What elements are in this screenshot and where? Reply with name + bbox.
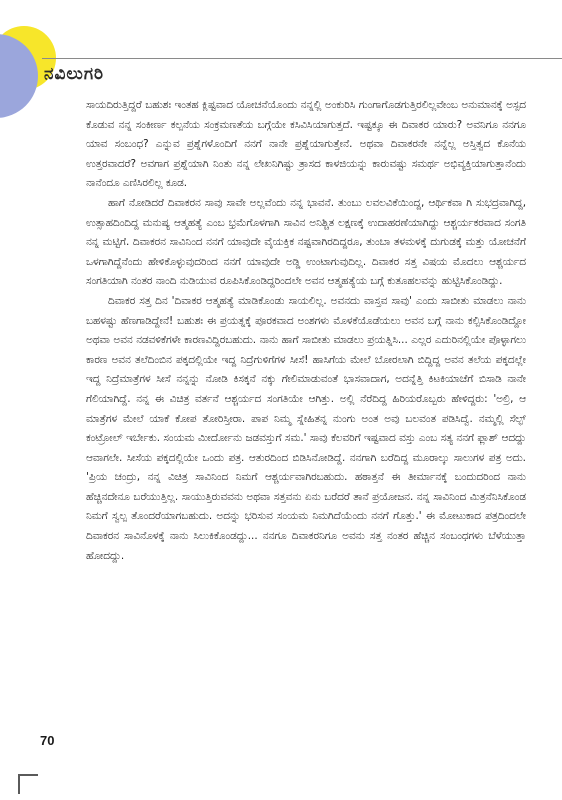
section-title: ನವಿಲುಗರಿ — [44, 64, 105, 84]
paragraph-1: ಸಾಯದಿರುತ್ತಿದ್ದರೆ ಬಹುಶಃ ಇಂತಹ ಕ್ಲಿಷ್ಟವಾದ ಯೋಚನೆಯೊಂದು ನನ್ನಲ್ಲಿ ಅಂಕುರಿಸಿ ಗುಂಗಾಗೊಡಗುತ್ತಿರಲಿಲ್ಲವೇಂಬ ಅನುಮಾನಕ್ಕೆ ಅಸ್ಪದ ಕೊಡುವ ನನ್ನ ಸಂಕೀರ್ಣ ಕಲ್ಪನೆಯ ಸಂಕ್ರಮಣತೆಯ ಬಗ್ಗೆಯೇ ಕಸಿವಿಸಿಯಾಗುತ್ತದೆ. ಇಷ್ಟಕ್ಕೂ ಈ ದಿವಾಕರ ಯಾರು? ಅವನಿಗೂ ನನಗೂ ಯಾವ ಸಂಬಂಧ? ಎನ್ನುವ ಪ್ರಶ್ನೆಗಳೊಂದಿಗೆ ನನಗೆ ನಾನೇ ಪ್ರಶ್ನೆಯಾಗುತ್ತೇನೆ. ಅಥವಾ ದಿವಾಕರನೇ ನನ್ನೆಲ್ಲ ಅಸ್ತಿತ್ವದ ಕೊನೆಯ ಉತ್ತರವಾದರೆ? ಅವಗಾಗ ಪ್ರಶ್ನೆಯಾಗಿ ನಿಂತು ನನ್ನ ಲೇಖನಿಗಿಷ್ಟು ತ್ರಾಸದ ಕಾಳಜಿಯನ್ನು ಕಾರುವಷ್ಟು ಸಮರ್ಥ ಅಭಿವ್ಯಕ್ತಿಯಾಗುತ್ತಾನೆಂದು ನಾನೆಂದೂ ಎಣಿಸಿರಲಿಲ್ಲ ಕೂಡ. — [86, 99, 526, 190]
page-number: 70 — [40, 733, 55, 748]
article-body — [86, 96, 526, 566]
paragraph-2: ಹಾಗೆ ನೋಡಿದರೆ ದಿವಾಕರನ ಸಾವು ಸಾವೇ ಅಲ್ಲವೆಂದು ನನ್ನ ಭಾವನೆ. ತುಂಬು ಲವಲವಿಕೆಯಿಂದ್ದ, ಆರ್ಥಿಕವಾ ಗಿ ಸುಭದ್ರವಾಗಿದ್ದ, ಉತ್ಸಾಹದಿಂದಿದ್ದ ಮನುಷ್ಯ ಆತ್ಮಹತ್ಯೆ ಎಂಬ ಭ್ರಮೆಗೊಳಗಾಗಿ ಸಾವಿನ ಅನಿಶ್ಚಿತ ಲಕ್ಷಣಕ್ಕೆ ಉದಾಹರಣೆಯಾಗಿದ್ದು ಆಶ್ಚರ್ಯಕರವಾದ ಸಂಗತಿ ನನ್ನ ಮಟ್ಟಿಗೆ. ದಿವಾಕರನ ಸಾವಿನಿಂದ ನನಗೆ ಯಾವುದೇ ವೈಯಕ್ತಿಕ ನಷ್ಟವಾಗಿರದಿದ್ದರೂ, ತುಂಬಾ ತಳಮಳಕ್ಕೆ ದುಗುಡಕ್ಕೆ ಮತ್ತು ಯೋಚನೆಗೆ ಒಳಗಾಗಿದ್ದೆನೆಂದು ಹೇಳಿಕೊಳ್ಳುವುದರಿಂದ ನನಗೆ ಯಾವುದೇ ಅಡ್ಡಿ ಉಂಟಾಗುವುದಿಲ್ಲ. ದಿವಾಕರ ಸತ್ತ ವಿಷಯ ಮೊದಲು ಆಶ್ಚರ್ಯದ ಸಂಗತಿಯಾಗಿ ನಂತರ ನಾಂದಿ ನುಡಿಯುವ ರೂಪಿಸಿಕೊಂಡಿದ್ದರಿಂದಲೇ ಅವನ ಆತ್ಮಹತ್ಯೆಯ ಬಗ್ಗೆ ಕುತೂಹಲವನ್ನು ಹುಟ್ಟಿಸಿಕೊಂಡಿದ್ದು. — [86, 196, 526, 288]
corner-crop-mark — [18, 774, 38, 794]
paragraph-3: ದಿವಾಕರ ಸತ್ತ ದಿನ 'ದಿವಾಕರ ಆತ್ಮಹತ್ಯೆ ಮಾಡಿಕೊಂಡು ಸಾಯಲಿಲ್ಲ. ಅವನದು ವಾಸ್ತವ ಸಾವು' ಎಂದು ಸಾಬೀತು ಮಾಡಲು ನಾನು ಬಹಳಷ್ಟು ಹೆಣಗಾಡಿದ್ದೇನೆ! ಬಹುಶಃ ಈ ಪ್ರಯತ್ನಕ್ಕೆ ಪೂರಕವಾದ ಅಂಶಗಳು ಮೊಳಕೆಯೊಡೆಯಲು ಅವನ ಬಗ್ಗೆ ನಾನು ಕಲ್ಪಿಸಿಕೊಂಡಿದ್ದೋ ಅಥವಾ ಅವನ ನಡವಳಿಕೆಗಳೇ ಕಾರಣವಿದ್ದಿರಬಹುದು. ನಾನು ಹಾಗೆ ಸಾಬೀತು ಮಾಡಲು ಪ್ರಯತ್ನಿಸಿ... ಎಲ್ಲರ ಎದುರಿನಲ್ಲಿಯೇ ಪೊಳ್ಳಾಗಲು ಕಾರಣ ಅವನ ತಲೆದಿಂಬಿನ ಪಕ್ಕದಲ್ಲಿಯೇ ಇದ್ದ ನಿದ್ರೆಗುಳಿಗೆಗಳ ಸೀಸೆ! ಹಾಸಿಗೆಯ ಮೇಲೆ ಬೋರಲಾಗಿ ಬಿದ್ದಿದ್ದ ಅವನ ತಲೆಯ ಪಕ್ಕದಲ್ಲೇ ಇದ್ದ ನಿದ್ರೆಮಾತ್ರೆಗಳ ಸೀಸೆ ನನ್ನನ್ನು ನೋಡಿ ಕಿಸಕ್ಕನೆ ನಕ್ಕು ಗೇಲಿಮಾಡುವಂತೆ ಭಾಸವಾದಾಗ, ಅದನ್ನೆತ್ತಿ ಕಿಟಕಿಯಾಚೆಗೆ ಬಿಸಾಡಿ ನಾನೇ ಗೆಲಿಯಾಗಿದ್ದೆ. ನನ್ನ ಈ ವಿಚಿತ್ರ ವರ್ತನೆ ಆಶ್ಚರ್ಯದ ಸಂಗತಿಯೇ ಆಗಿತ್ತು. ಅಲ್ಲಿ ನೆರೆದಿದ್ದ ಹಿರಿಯರೊಬ್ಬರು ಹೇಳಿದ್ದರು: 'ಅಲ್ರಿ, ಆ ಮಾತ್ರೆಗಳ ಮೇಲೆ ಯಾಕೆ ಕೋಪ ತೋರಿಸ್ತೀರಾ. ಪಾಪ ನಿಮ್ಮ ಸ್ನೇಹಿತನ್ನ ನುಂಗು ಅಂತ ಅವು ಬಲವಂತ ಪಡಿಸಿದ್ವೆ. ನಮ್ಮಲ್ಲಿ ಸೆಲ್ಫ್ ಕಂಟ್ರೋಲ್ ಇರ್ಬೇಕು. ಸಂಯಮ ಮೀರ್ದೋನು ಜಡವಸ್ತುಗೆ ಸಮ.' ಸಾವು ಕೆಲವರಿಗೆ ಇಷ್ಟವಾದ ವಸ್ತು ಎಂಬ ಸತ್ಯ ನನಗೆ ಫ್ಲಾಶ್ ಆದದ್ದು ಆವಾಗಲೇ. ಸೀಸೆಯ ಪಕ್ಕದಲ್ಲಿಯೇ ಒಂದು ಪತ್ರ. ಆತುರದಿಂದ ಬಿಡಿಸಿನೋಡಿದ್ದೆ. ನನಗಾಗಿ ಬರೆದಿದ್ದ ಮೂರಾಲ್ಕು ಸಾಲುಗಳ ಪತ್ರ ಅದು. 'ಪ್ರಿಯ ಚಂದ್ರು, ನನ್ನ ವಿಚಿತ್ರ ಸಾವಿನಿಂದ ನಿಮಗೆ ಆಶ್ಚರ್ಯವಾಗಿರಬಹುದು. ಹಠಾತ್ತನೆ ಈ ತೀರ್ಮಾನಕ್ಕೆ ಬಂದುದರಿಂದ ನಾನು ಹೆಚ್ಚಿನದೇನೂ ಬರೆಯುತ್ತಿಲ್ಲ. ಸಾಯುತ್ತಿರುವವನು ಅಥವಾ ಸತ್ತವನು ಏನು ಬರೆದರೆ ತಾನೆ ಪ್ರಯೋಜನ. ನನ್ನ ಸಾವಿನಿಂದ ಮಿತ್ರನೆನಿಸಿಕೊಂಡ ನಿಮಗೆ ಸ್ವಲ್ಪ ತೊಂದರೆಯಾಗಬಹುದು. ಅದನ್ನು ಭರಿಸುವ ಸಂಯಮ ನಿಮಗಿದೆಯೆಂದು ನನಗೆ ಗೊತ್ತು.' ಈ ಮೋಟುಕಾದ ಪತ್ರದಿಂದಲೇ ದಿವಾಕರನ ಸಾವಿನೊಳಕ್ಕೆ ನಾನು ಸಿಲುಕಿಕೊಂಡದ್ದು... ನನಗೂ ದಿವಾಕರನಿಗೂ ಅವನು ಸತ್ತ ನಂತರ ಹೆಚ್ಚಿನ ಸಂಬಂಧಗಳು ಬೆಳೆಯುತ್ತಾ ಹೋದದ್ದು. — [86, 294, 526, 562]
header-rule — [42, 58, 562, 59]
